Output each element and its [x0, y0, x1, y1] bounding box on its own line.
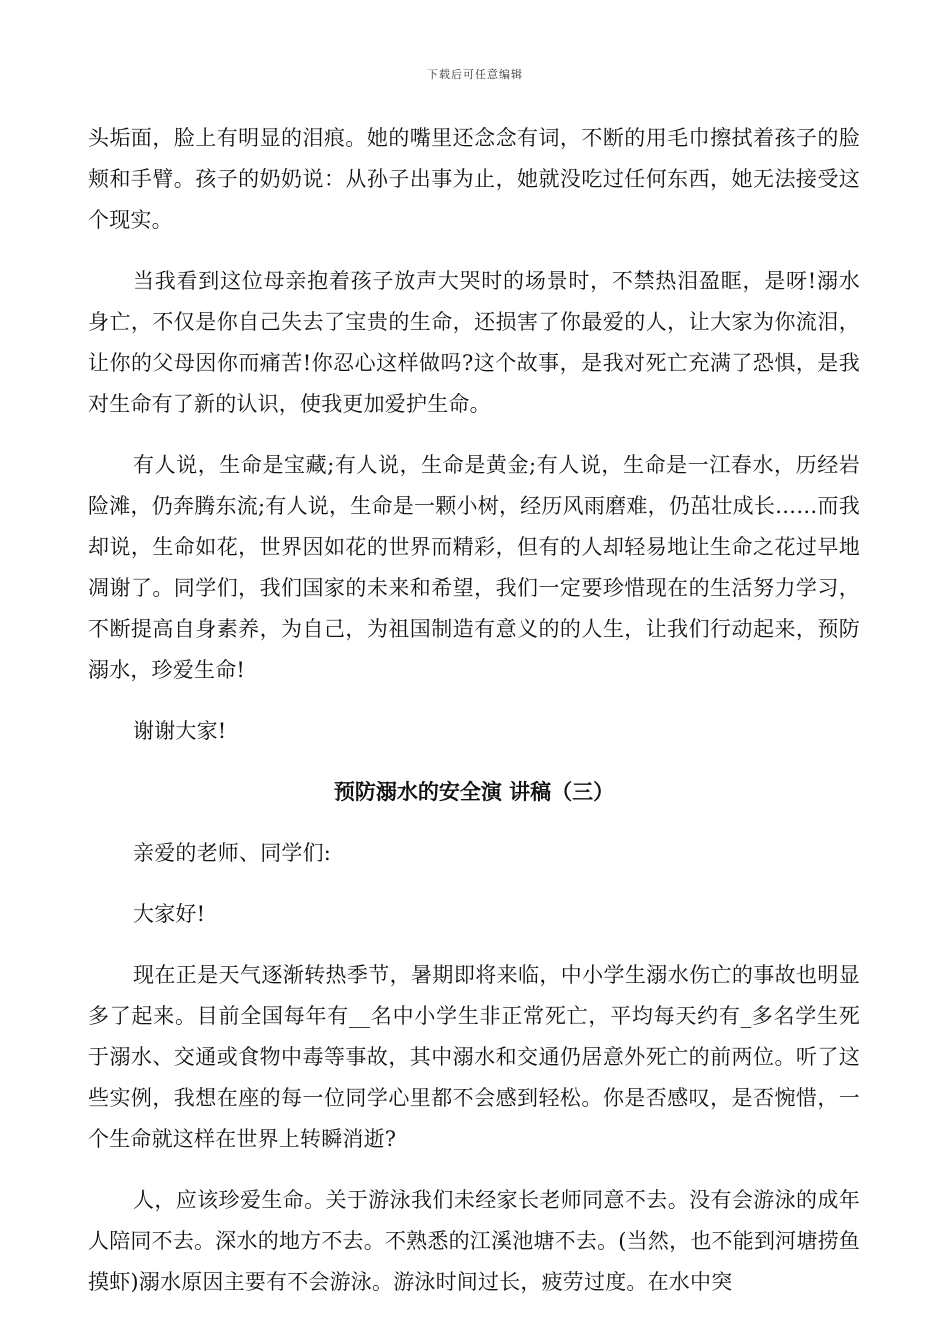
- closing-thanks: 谢谢大家!: [133, 719, 227, 743]
- document-body: [88, 118, 860, 1323]
- salutation: 亲爱的老师、同学们:: [133, 841, 332, 865]
- paragraph-continued: 头垢面，脸上有明显的泪痕。她的嘴里还念念有词，不断的用毛巾擦拭着孩子的脸颊和手臂。孩子的奶奶说：从孙子出事为止，她就没吃过任何东西，她无法接受这个现实。: [88, 126, 860, 232]
- paragraph: 当我看到这位母亲抱着孩子放声大哭时的场景时，不禁热泪盈眶，是呀!溺水身亡，不仅是你自己失去了宝贵的生命，还损害了你最爱的人，让大家为你流泪，让你的父母因你而痛苦!你忍心这样做吗?这个故事，是我对死亡充满了恐惧，是我对生命有了新的认识，使我更加爱护生命。: [88, 269, 860, 416]
- section-title: 预防溺水的安全演 讲稿（三）: [333, 780, 615, 804]
- paragraph: 人，应该珍爱生命。关于游泳我们未经家长老师同意不去。没有会游泳的成年人陪同不去。深水的地方不去。不熟悉的江溪池塘不去。(当然，也不能到河塘捞鱼摸虾)溺水原因主要有不会游泳。游泳时间过长，疲劳过度。在水中突: [88, 1188, 860, 1294]
- page-header: 下载后可任意编辑: [427, 68, 523, 81]
- paragraph: 有人说，生命是宝藏;有人说，生命是黄金;有人说，生命是一江春水，历经岩险滩，仍奔腾东流;有人说，生命是一颗小树，经历风雨磨难，仍茁壮成长……而我却说，生命如花，世界因如花的世界而精彩，但有的人却轻易地让生命之花过早地凋谢了。同学们，我们国家的未来和希望，我们一定要珍惜现在的生活努力学习，不断提高自身素养，为自己，为祖国制造有意义的的人生，让我们行动起来，预防溺水，珍爱生命!: [88, 453, 860, 682]
- greeting: 大家好!: [133, 902, 206, 926]
- paragraph: 现在正是天气逐渐转热季节，暑期即将来临，中小学生溺水伤亡的事故也明显多了起来。目前全国每年有__名中小学生非正常死亡，平均每天约有_多名学生死于溺水、交通或食物中毒等事故，其中溺水和交通仍居意外死亡的前两位。听了这些实例，我想在座的每一位同学心里都不会感到轻松。你是否感叹，是否惋惜，一个生命就这样在世界上转瞬消逝?: [88, 963, 860, 1151]
